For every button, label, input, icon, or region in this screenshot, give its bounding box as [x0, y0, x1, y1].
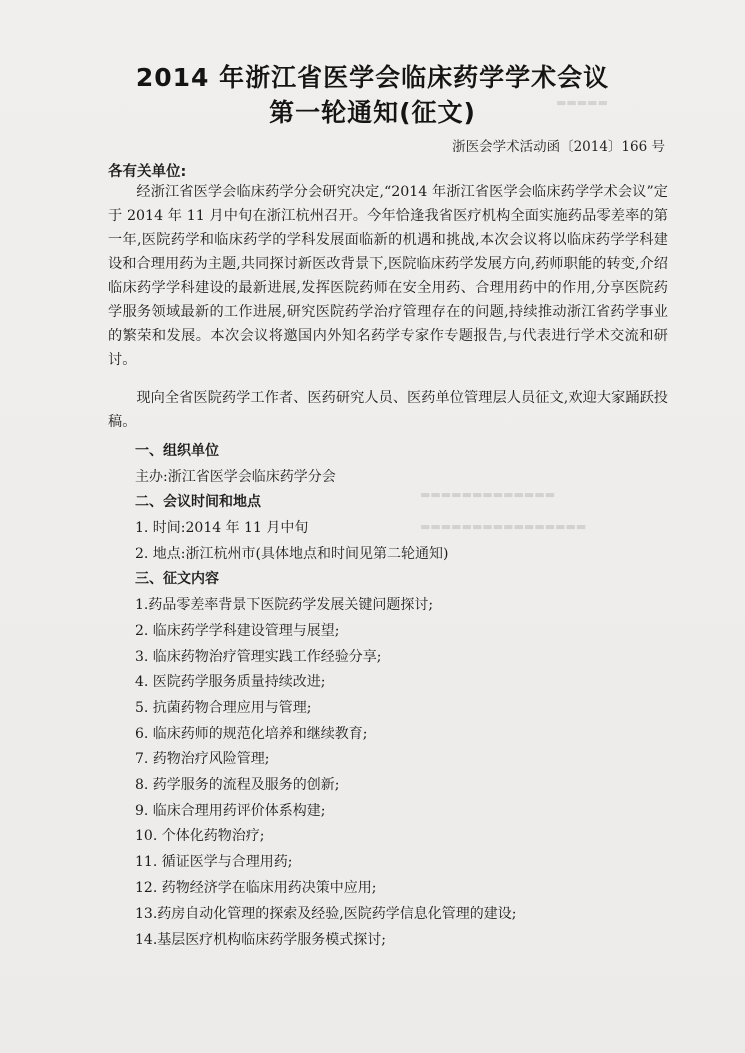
topic-item: 11. 循证医学与合理用药;	[135, 854, 293, 870]
topic-item: 7. 药物治疗风险管理;	[135, 751, 270, 767]
document-title-line1: 2014 年浙江省医学会临床药学学术会议	[135, 63, 610, 92]
show-through-text: ▬▬▬▬▬	[556, 96, 608, 109]
topic-item: 10. 个体化药物治疗;	[135, 828, 265, 844]
intro-paragraph: 经浙江省医学会临床药学分会研究决定,“2014 年浙江省医学会临床药学学术会议”定于 2014 年 11 月中旬在浙江杭州召开。今年恰逢我省医疗机构全面实施药品零差率的第一年,医院药学和临床药学的学科发展面临新的机遇和挑战,本次会议将以临床药学学科建设和合理用药为主题,共同探讨新医改背景下,医院临床药学发展方向,药师职能的转变,介绍临床药学学科建设的最新进展,发挥医院药师在安全用药、合理用药中的作用,分享医院药学服务领域最新的工作进展,研究医院药学治疗管理存在的问题,持续推动浙江省药学事业的繁荣和发展。本次会议将邀国内外知名药学专家作专题报告,与代表进行学术交流和研讨。	[108, 184, 668, 368]
topic-item: 6. 临床药师的规范化培养和继续教育;	[135, 726, 368, 742]
topic-item: 14.基层医疗机构临床药学服务模式探讨;	[135, 932, 386, 948]
topic-item: 2. 临床药学学科建设管理与展望;	[135, 623, 340, 639]
meeting-time: 1. 时间:2014 年 11 月中旬	[135, 520, 309, 536]
meeting-place: 2. 地点:浙江杭州市(具体地点和时间见第二轮通知)	[135, 546, 449, 562]
document-title-line2: 第一轮通知(征文)	[269, 98, 476, 127]
document-number: 浙医会学术活动函〔2014〕166 号	[452, 139, 665, 155]
section-heading-organizer: 一、组织单位	[135, 443, 219, 459]
topic-item: 12. 药物经济学在临床用药决策中应用;	[135, 880, 377, 896]
topic-item: 8. 药学服务的流程及服务的创新;	[135, 777, 340, 793]
show-through-text: ▬▬▬▬▬▬▬▬▬▬▬▬▬▬▬▬	[420, 520, 587, 533]
topic-item: 13.药房自动化管理的探索及经验,医院药学信息化管理的建设;	[135, 906, 517, 922]
organizer-host: 主办:浙江省医学会临床药学分会	[135, 469, 336, 485]
topic-item: 5. 抗菌药物合理应用与管理;	[135, 700, 312, 716]
show-through-text: ▬▬▬▬▬▬▬▬▬▬▬▬▬	[420, 488, 556, 501]
topic-item: 3. 临床药物治疗管理实践工作经验分享;	[135, 649, 382, 665]
topic-item: 9. 临床合理用药评价体系构建;	[135, 803, 326, 819]
section-heading-time-place: 二、会议时间和地点	[135, 494, 261, 510]
topic-item: 1.药品零差率背景下医院药学发展关键问题探讨;	[135, 597, 434, 613]
section-heading-topics: 三、征文内容	[135, 571, 219, 587]
topic-item: 4. 医院药学服务质量持续改进;	[135, 674, 326, 690]
salutation: 各有关单位:	[108, 164, 187, 180]
call-for-papers-paragraph: 现向全省医院药学工作者、医药研究人员、医药单位管理层人员征文,欢迎大家踊跃投稿。	[108, 390, 668, 430]
